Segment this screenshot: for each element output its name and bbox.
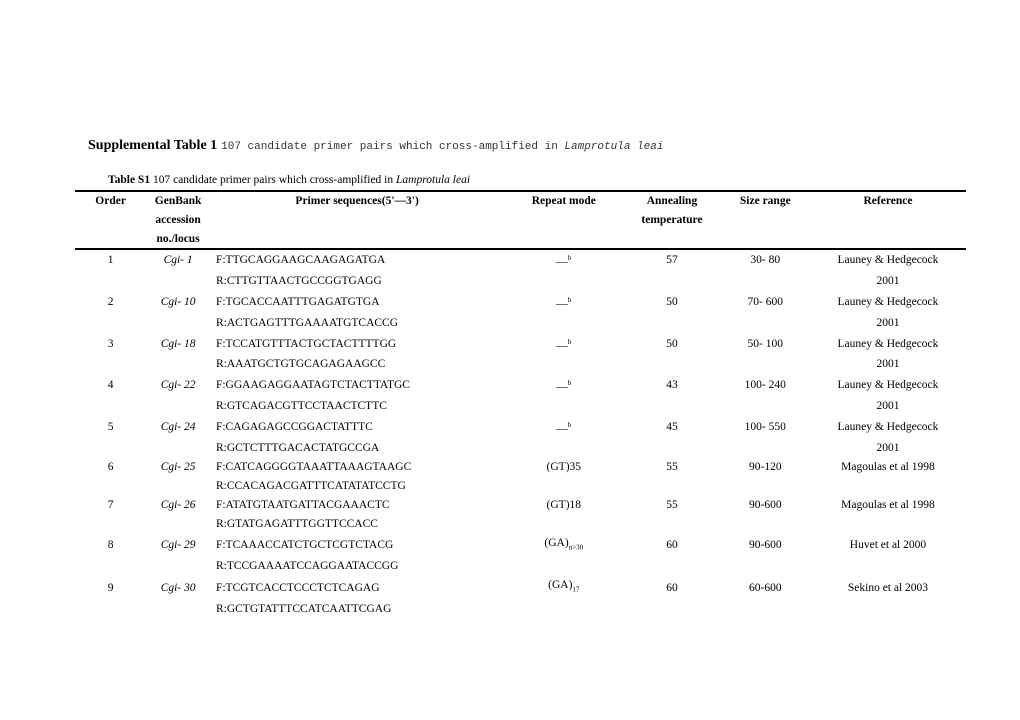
empty-cell xyxy=(721,557,810,576)
table-row-continued xyxy=(75,272,966,291)
reverse-primer: R:GTATGAGATTTGGTTCCACC xyxy=(215,518,378,531)
size-cell: 90-120 xyxy=(748,461,782,474)
table-row-continued xyxy=(75,439,966,458)
order-cell: 7 xyxy=(107,499,114,512)
locus-cell: Cgi- 10 xyxy=(160,295,196,308)
size-cell: 60-600 xyxy=(748,581,782,594)
empty-cell xyxy=(75,600,146,619)
reference-year: 2001 xyxy=(876,358,900,371)
reference-year xyxy=(810,515,966,534)
annealing-cell: 55 xyxy=(666,499,678,512)
table-header xyxy=(75,192,966,249)
col-temperature: temperature xyxy=(641,214,703,226)
empty-cell xyxy=(721,314,810,333)
heading-label: Supplemental Table 1 xyxy=(88,138,218,153)
size-cell: 50- 100 xyxy=(747,337,784,350)
order-cell: 9 xyxy=(107,581,114,594)
order-cell: 2 xyxy=(107,295,114,308)
locus-cell: Cgi- 29 xyxy=(160,539,196,552)
empty-cell xyxy=(146,355,210,374)
empty-cell xyxy=(504,439,623,458)
annealing-cell: 60 xyxy=(666,539,678,552)
table-row xyxy=(75,333,966,356)
caption-species: Lamprotula leai xyxy=(396,174,471,186)
table-row xyxy=(75,416,966,439)
empty-cell xyxy=(721,439,810,458)
repeat-count: 17 xyxy=(572,585,580,594)
order-cell: 5 xyxy=(107,421,114,434)
table-row xyxy=(75,496,966,515)
col-primer: Primer sequences(5'—3') xyxy=(295,195,419,207)
repeat-value: — xyxy=(556,339,568,352)
empty-cell xyxy=(75,397,146,416)
forward-primer: F:CAGAGAGCCGGACTATTTC xyxy=(215,421,373,434)
repeat-cell xyxy=(504,374,623,397)
reference-year xyxy=(810,477,966,496)
repeat-footnote: b xyxy=(567,295,572,304)
reference-year: 2001 xyxy=(876,400,900,413)
repeat-cell xyxy=(504,333,623,356)
supplemental-table-heading xyxy=(88,136,663,154)
empty-cell xyxy=(146,557,210,576)
reverse-primer: R:GCTGTATTTCCATCAATTCGAG xyxy=(215,602,392,615)
empty-cell xyxy=(623,397,720,416)
forward-primer: F:TCCATGTTTACTGCTACTTTTGG xyxy=(215,337,397,350)
annealing-cell: 57 xyxy=(666,253,678,266)
repeat-value: (GA) xyxy=(548,579,573,592)
col-size: Size range xyxy=(739,195,791,207)
locus-cell: Cgi- 1 xyxy=(163,253,193,266)
col-annealing: Annealing xyxy=(646,195,698,207)
locus-cell: Cgi- 24 xyxy=(160,421,196,434)
table-row-continued xyxy=(75,477,966,496)
size-cell: 90-600 xyxy=(748,539,782,552)
locus-cell: Cgi- 26 xyxy=(160,499,196,512)
empty-cell xyxy=(623,477,720,496)
order-cell: 3 xyxy=(107,337,114,350)
locus-cell: Cgi- 18 xyxy=(160,337,196,350)
repeat-value: (GT)18 xyxy=(546,499,582,512)
heading-species: Lamprotula leai xyxy=(564,141,664,153)
forward-primer: F:TTGCAGGAAGCAAGAGATGA xyxy=(215,253,386,266)
reference-cell: Magoulas et al 1998 xyxy=(841,499,935,512)
empty-cell xyxy=(623,272,720,291)
forward-primer: F:CATCAGGGGTAAATTAAAGTAAGC xyxy=(215,461,412,474)
empty-cell xyxy=(504,515,623,534)
table-row-continued xyxy=(75,355,966,374)
empty-cell xyxy=(721,397,810,416)
table-row-continued xyxy=(75,557,966,576)
empty-cell xyxy=(75,557,146,576)
repeat-cell xyxy=(504,458,623,477)
repeat-footnote: b xyxy=(567,337,572,346)
repeat-footnote: b xyxy=(567,254,572,262)
col-locus: no./locus xyxy=(156,233,200,245)
locus-cell: Cgi- 30 xyxy=(160,581,196,594)
empty-cell xyxy=(504,314,623,333)
table-caption xyxy=(108,174,470,186)
empty-cell xyxy=(146,600,210,619)
repeat-cell xyxy=(504,534,623,557)
repeat-value: — xyxy=(556,423,568,436)
reverse-primer: R:TCCGAAAATCCAGGAATACCGG xyxy=(215,560,399,573)
locus-cell: Cgi- 25 xyxy=(160,461,196,474)
reference-cell: Launey & Hedgecock xyxy=(837,253,939,266)
reverse-primer: R:ACTGAGTTTGAAAATGTCACCG xyxy=(215,316,399,329)
table-body xyxy=(75,249,966,619)
reference-year: 2001 xyxy=(876,442,900,455)
reverse-primer: R:AAATGCTGTGCAGAGAAGCC xyxy=(215,358,386,371)
reference-year: 2001 xyxy=(876,316,900,329)
empty-cell xyxy=(721,272,810,291)
empty-cell xyxy=(721,355,810,374)
table-row-continued xyxy=(75,397,966,416)
heading-text xyxy=(221,141,663,153)
order-cell: 6 xyxy=(107,461,114,474)
repeat-value: (GA) xyxy=(544,537,569,550)
empty-cell xyxy=(504,557,623,576)
empty-cell xyxy=(146,439,210,458)
forward-primer: F:TCAAACCATCTGCTCGTCTACG xyxy=(215,539,394,552)
empty-cell xyxy=(504,355,623,374)
empty-cell xyxy=(75,477,146,496)
size-cell: 70- 600 xyxy=(747,295,784,308)
reference-year xyxy=(810,600,966,619)
reverse-primer: R:CTTGTTAACTGCCGGTGAGG xyxy=(215,274,382,287)
col-genbank: GenBank xyxy=(154,195,202,207)
empty-cell xyxy=(623,355,720,374)
repeat-cell xyxy=(504,496,623,515)
empty-cell xyxy=(623,439,720,458)
table-row xyxy=(75,291,966,314)
annealing-cell: 50 xyxy=(666,295,678,308)
empty-cell xyxy=(721,477,810,496)
empty-cell xyxy=(623,557,720,576)
annealing-cell: 50 xyxy=(666,337,678,350)
empty-cell xyxy=(75,439,146,458)
reference-year xyxy=(810,557,966,576)
reference-cell: Launey & Hedgecock xyxy=(837,379,939,392)
repeat-footnote: b xyxy=(567,379,572,388)
annealing-cell: 45 xyxy=(666,421,678,434)
annealing-cell: 43 xyxy=(666,379,678,392)
reference-cell: Launey & Hedgecock xyxy=(837,295,939,308)
empty-cell xyxy=(623,600,720,619)
table-row xyxy=(75,249,966,272)
repeat-cell xyxy=(504,249,623,272)
reference-cell: Launey & Hedgecock xyxy=(837,337,939,350)
locus-cell: Cgi- 22 xyxy=(160,379,196,392)
empty-cell xyxy=(75,515,146,534)
forward-primer: F:ATATGTAATGATTACGAAACTC xyxy=(215,499,390,512)
repeat-value: — xyxy=(556,255,568,268)
caption-label: Table S1 xyxy=(108,174,151,186)
repeat-cell xyxy=(504,576,623,599)
size-cell: 90-600 xyxy=(748,499,782,512)
size-cell: 100- 550 xyxy=(744,421,786,434)
empty-cell xyxy=(146,397,210,416)
reference-year: 2001 xyxy=(876,274,900,287)
table-row-continued xyxy=(75,314,966,333)
heading-description: 107 candidate primer pairs which cross-amplified in xyxy=(221,141,565,153)
repeat-value: — xyxy=(556,297,568,310)
empty-cell xyxy=(721,515,810,534)
size-cell: 100- 240 xyxy=(744,379,786,392)
table-row-continued xyxy=(75,515,966,534)
forward-primer: F:TCGTCACCTCCCTCTCAGAG xyxy=(215,581,380,594)
reverse-primer: R:GCTCTTTGACACTATGCCGA xyxy=(215,442,380,455)
repeat-cell xyxy=(504,416,623,439)
forward-primer: F:GGAAGAGGAATAGTCTACTTATGC xyxy=(215,379,410,392)
empty-cell xyxy=(721,600,810,619)
reference-cell: Launey & Hedgecock xyxy=(837,421,939,434)
reference-cell: Huvet et al 2000 xyxy=(849,539,927,552)
size-cell: 30- 80 xyxy=(750,253,781,266)
table-row xyxy=(75,374,966,397)
empty-cell xyxy=(623,314,720,333)
repeat-value: (GT)35 xyxy=(546,461,582,474)
empty-cell xyxy=(75,272,146,291)
empty-cell xyxy=(146,314,210,333)
repeat-value: — xyxy=(556,381,568,394)
empty-cell xyxy=(504,397,623,416)
empty-cell xyxy=(146,272,210,291)
table-row xyxy=(75,458,966,477)
empty-cell xyxy=(504,272,623,291)
empty-cell xyxy=(504,600,623,619)
reference-cell: Magoulas et al 1998 xyxy=(841,461,935,474)
col-order: Order xyxy=(95,195,126,207)
col-repeat: Repeat mode xyxy=(531,195,596,207)
reverse-primer: R:CCACAGACGATTTCATATATCCTG xyxy=(215,480,406,493)
caption-text: 107 candidate primer pairs which cross-amplified in xyxy=(150,174,396,186)
order-cell: 4 xyxy=(107,379,114,392)
repeat-count: n>30 xyxy=(568,543,584,552)
reference-cell: Sekino et al 2003 xyxy=(847,581,929,594)
empty-cell xyxy=(504,477,623,496)
repeat-cell xyxy=(504,291,623,314)
empty-cell xyxy=(75,355,146,374)
annealing-cell: 60 xyxy=(666,581,678,594)
order-cell: 1 xyxy=(107,253,114,266)
annealing-cell: 55 xyxy=(666,461,678,474)
empty-cell xyxy=(623,515,720,534)
reverse-primer: R:GTCAGACGTTCCTAACTCTTC xyxy=(215,400,387,413)
empty-cell xyxy=(146,477,210,496)
col-reference: Reference xyxy=(863,195,913,207)
empty-cell xyxy=(146,515,210,534)
table-row-continued xyxy=(75,600,966,619)
order-cell: 8 xyxy=(107,539,114,552)
primer-table xyxy=(75,192,966,619)
table-row xyxy=(75,576,966,599)
repeat-footnote: b xyxy=(567,421,572,430)
col-accession: accession xyxy=(155,214,201,226)
empty-cell xyxy=(75,314,146,333)
forward-primer: F:TGCACCAATTTGAGATGTGA xyxy=(215,295,380,308)
table-row xyxy=(75,534,966,557)
